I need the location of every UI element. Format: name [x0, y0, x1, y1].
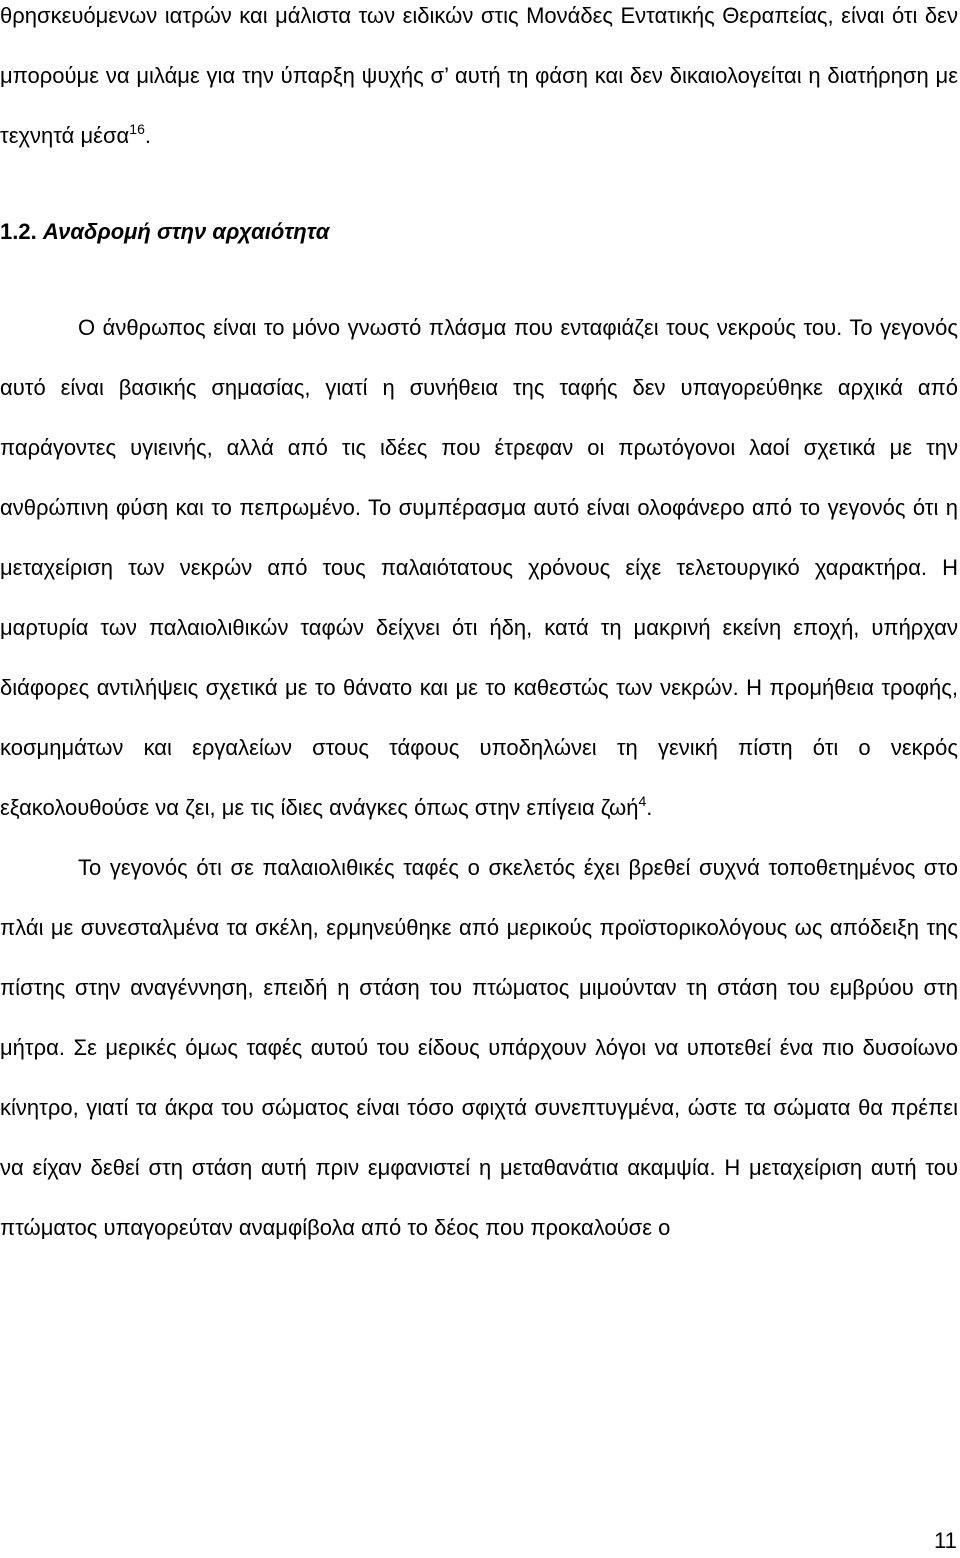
page-number: 11: [934, 1528, 957, 1553]
paragraph-text: Ο άνθρωπος είναι το μόνο γνωστό πλάσμα που ενταφιάζει τους νεκρούς του. Το γεγονός αυτό είναι βασικής σημασίας, γιατί η συνήθεια της ταφής δεν υπαγορεύθηκε αρχικά από παράγοντες υγιεινής, αλλά από τις ιδέες που έτρεφαν οι πρωτόγονοι λαοί σχετικά με την ανθρώπινη φύση και το πεπρωμένο. Το συμπέρασμα αυτό είναι ολοφάνερο από το γεγονός ότι η μεταχείριση των νεκρών από τους παλαιότατους χρόνους είχε τελετουργικό χαρακτήρα. Η μαρτυρία των παλαιολιθικών ταφών δείχνει ότι ήδη, κατά τη μακρινή εκείνη εποχή, υπήρχαν διάφορες αντιλήψεις σχετικά με το θάνατο και με το καθεστώς των νεκρών. Η προμήθεια τροφής, κοσμημάτων και εργαλείων στους τάφους υποδηλώνει τη γενική πίστη ότι ο νεκρός εξακολουθούσε να ζει, με τις ίδιες ανάγκες όπως στην επίγεια ζωή: [0, 315, 958, 820]
spacer: [0, 166, 960, 202]
section-number: 1.2.: [0, 219, 37, 244]
paragraph: [0, 838, 960, 1258]
section-title: Αναδρομή στην αρχαιότητα: [42, 219, 330, 244]
paragraph-end: .: [144, 123, 151, 148]
footnote-reference: 16: [129, 121, 145, 137]
section-heading: [0, 202, 960, 262]
paragraph-text: Το γεγονός ότι σε παλαιολιθικές ταφές ο σκελετός έχει βρεθεί συχνά τοποθετημένος στο πλάι με συνεσταλμένα τα σκέλη, ερμηνεύθηκε από μερικούς προϊστορικολόγους ως απόδειξη της πίστης στην αναγέννηση, επειδή η στάση του πτώματος μιμούνταν τη στάση του εμβρύου στη μήτρα. Σε μερικές όμως ταφές αυτού του είδους υπάρχουν λόγοι να υποτεθεί ένα πιο δυσοίωνο κίνητρο, γιατί τα άκρα του σώματος είναι τόσο σφιχτά συνεπτυγμένα, ώστε τα σώματα θα πρέπει να είχαν δεθεί στη στάση αυτή πριν εμφανιστεί η μεταθανάτια ακαμψία. Η μεταχείριση αυτή του πτώματος υπαγορεύταν αναμφίβολα από το δέος που προκαλούσε ο: [0, 855, 958, 1240]
footnote-reference: 4: [638, 793, 647, 809]
paragraph: [0, 298, 960, 838]
paragraph-end: .: [646, 795, 653, 820]
paragraph-continued: [0, 0, 960, 166]
paragraph-text: θρησκευόμενων ιατρών και μάλιστα των ειδικών στις Μονάδες Εντατικής Θεραπείας, είναι ότι δεν μπορούμε να μιλάμε για την ύπαρξη ψυχής σ’ αυτή τη φάση και δεν δικαιολογείται η διατήρηση με τεχνητά μέσα: [0, 3, 958, 148]
spacer: [0, 262, 960, 298]
